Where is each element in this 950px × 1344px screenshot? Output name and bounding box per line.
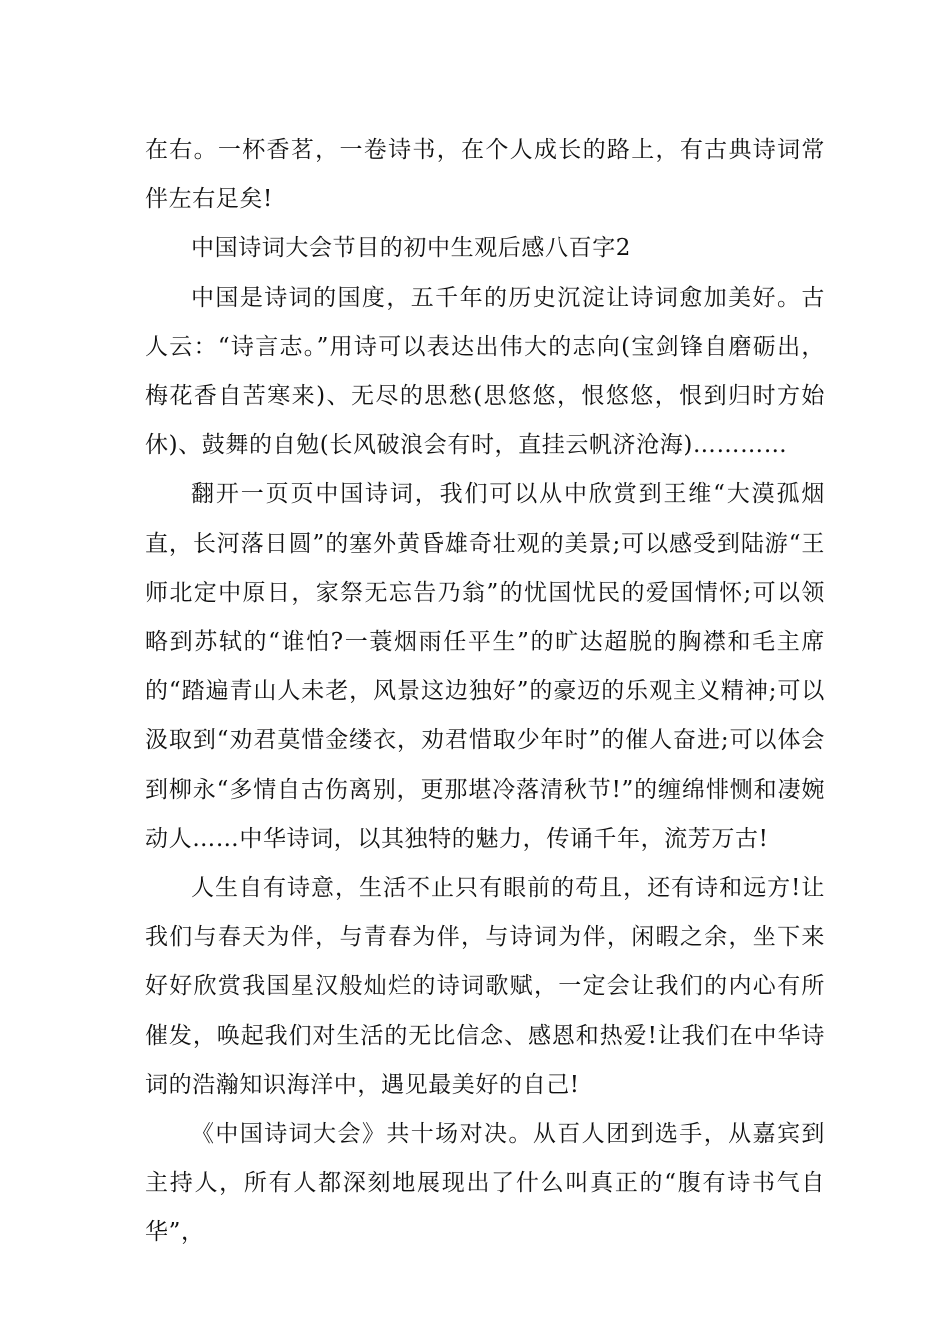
section-heading: 中国诗词大会节目的初中生观后感八百字2 xyxy=(191,235,632,262)
paragraph-intro: 中国是诗词的国度，五千年的历史沉淀让诗词愈加美好。古人云：“诗言志。”用诗可以表达出伟大的志向(宝剑锋自磨砺出，梅花香自苦寒来)、无尽的思愁(思悠悠，恨悠悠，恨到归时方始休)、鼓舞的自勉(长风破浪会有时，直挂云帆济沧海)………… xyxy=(145,284,825,459)
paragraph-continuation: 在右。一杯香茗，一卷诗书，在个人成长的路上，有古典诗词常伴左右足矣! xyxy=(145,137,825,213)
document-body xyxy=(145,126,825,1258)
paragraph-poems: 翻开一页页中国诗词，我们可以从中欣赏到王维“大漠孤烟直，长河落日圆”的塞外黄昏雄奇壮观的美景;可以感受到陆游“王师北定中原日，家祭无忘告乃翁”的忧国忧民的爱国情怀;可以领略到苏轼的“谁怕?一蓑烟雨任平生”的旷达超脱的胸襟和毛主席的“踏遍青山人未老，风景这边独好”的豪迈的乐观主义精神;可以汲取到“劝君莫惜金缕衣，劝君惜取少年时”的催人奋进;可以体会到柳永“多情自古伤离别，更那堪冷落清秋节!”的缠绵悱恻和凄婉动人……中华诗词，以其独特的魅力，传诵千年，流芳万古! xyxy=(145,481,825,852)
paragraph-life: 人生自有诗意，生活不止只有眼前的苟且，还有诗和远方!让我们与春天为伴，与青春为伴，与诗词为伴，闲暇之余，坐下来好好欣赏我国星汉般灿烂的诗词歌赋，一定会让我们的内心有所催发，唤起我们对生活的无比信念、感恩和热爱!让我们在中华诗词的浩瀚知识海洋中，遇见最美好的自己! xyxy=(145,875,825,1098)
paragraph-show: 《中国诗词大会》共十场对决。从百人团到选手，从嘉宾到主持人，所有人都深刻地展现出了什么叫真正的“腹有诗书气自华”， xyxy=(145,1121,825,1246)
